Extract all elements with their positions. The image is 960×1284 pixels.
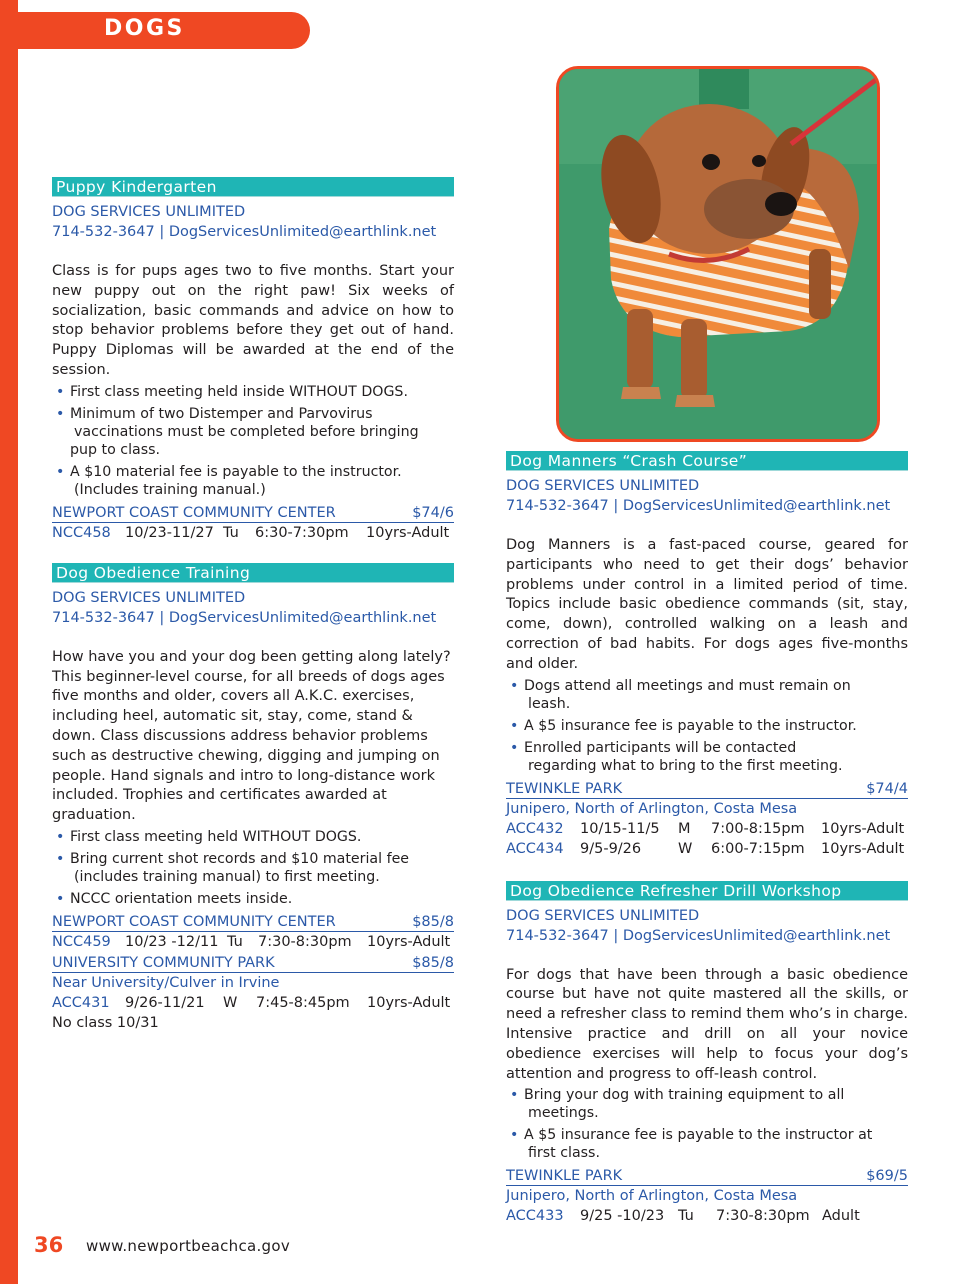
session-day: Tu [227, 933, 243, 950]
location-name: TEWINKLE PARK [506, 780, 623, 797]
session-time: 7:00-8:15pm [711, 820, 805, 837]
course-title: Dog Obedience Refresher Drill Workshop [506, 881, 908, 901]
session-code: ACC433 [506, 1208, 564, 1225]
session-row [52, 523, 454, 543]
location-row [52, 954, 454, 973]
bullet-item: • Dogs attend all meetings and must remain on leash. [510, 677, 851, 712]
provider-name: DOG SERVICES UNLIMITED [506, 478, 700, 494]
session-time: 7:45-8:45pm [256, 994, 350, 1011]
session-time: 7:30-8:30pm [716, 1208, 810, 1225]
location-row [506, 780, 908, 799]
session-row [506, 839, 908, 859]
location-price: $74/6 [412, 504, 454, 521]
bullet-item: • A $5 insurance fee is payable to the instructor. [510, 717, 857, 734]
location-name: UNIVERSITY COMMUNITY PARK [52, 954, 275, 971]
location-price: $69/5 [866, 1168, 908, 1185]
bullet-icon: • [510, 1087, 519, 1104]
session-ages: 10yrs-Adult [367, 994, 451, 1011]
course-note: No class 10/31 [52, 1014, 159, 1031]
location-address: Junipero, North of Arlington, Costa Mesa [506, 800, 798, 817]
session-dates: 10/23 -12/11 [125, 933, 219, 950]
provider-contact[interactable]: 714-532-3647 | DogServicesUnlimited@earthlink.net [506, 498, 891, 514]
bullet-item: • First class meeting held WITHOUT DOGS. [56, 828, 362, 845]
session-day: M [678, 820, 691, 837]
course-bullets [506, 1086, 908, 1162]
session-day: W [223, 994, 238, 1011]
side-accent-bar [0, 0, 18, 1284]
session-row [52, 993, 454, 1013]
course-refresher-drill-workshop [506, 881, 908, 1227]
session-code: NCC458 [52, 524, 111, 541]
bullet-item: • A $10 material fee is payable to the instructor. (Includes training manual.) [56, 463, 402, 498]
session-dates: 10/15-11/5 [580, 820, 660, 837]
session-row [506, 819, 908, 839]
provider-contact[interactable]: 714-532-3647 | DogServicesUnlimited@earthlink.net [52, 609, 437, 626]
session-time: 6:00-7:15pm [711, 840, 805, 857]
location-address: Near University/Culver in Irvine [52, 974, 280, 991]
bullet-item: • Bring current shot records and $10 material fee (includes training manual) to first meeting. [56, 850, 410, 885]
session-code: ACC432 [506, 820, 564, 837]
footer-url-link[interactable]: www.newportbeachca.gov [86, 1237, 291, 1255]
course-bullets [506, 677, 908, 775]
provider-name: DOG SERVICES UNLIMITED [52, 204, 246, 220]
location-price: $74/4 [866, 780, 908, 797]
bullet-icon: • [510, 677, 519, 694]
provider-name: DOG SERVICES UNLIMITED [52, 589, 246, 606]
bullet-icon: • [56, 405, 65, 422]
session-code: ACC434 [506, 840, 564, 857]
bullet-icon: • [56, 828, 65, 845]
bullet-item: • Bring your dog with training equipment to all meetings. [510, 1087, 845, 1122]
bullet-icon: • [56, 890, 65, 907]
session-time: 7:30-8:30pm [258, 933, 352, 950]
course-description: For dogs that have been through a basic obedience course but have not quite mastered all the skills, or need a refresher class to remind them who’s in charge. Intensive practice and drill on all your novice obedience exercises will help to focus your dog’s attention and progress to off-leash control. [506, 966, 908, 1082]
section-title: DOGS [104, 16, 185, 41]
bullet-item: • First class meeting held inside WITHOUT DOGS. [56, 383, 408, 400]
bullet-icon: • [56, 850, 65, 867]
left-column [52, 177, 454, 1033]
course-description: Class is for pups ages two to five months. Start your new puppy out on the right paw! Six weeks of socialization, basic commands and advice on how to stop behavior problems before they get out of hand. Puppy Diplomas will be awarded at the end of the session. [52, 263, 454, 378]
location-price: $85/8 [412, 913, 454, 930]
location-name: TEWINKLE PARK [506, 1168, 623, 1185]
session-dates: 9/26-11/21 [125, 994, 205, 1011]
bullet-item: • A $5 insurance fee is payable to the instructor at first class. [510, 1127, 873, 1162]
location-row [506, 1167, 908, 1186]
course-title: Dog Obedience Training [52, 563, 454, 583]
course-bullets [52, 383, 454, 499]
session-row [52, 932, 454, 952]
bullet-icon: • [510, 717, 519, 734]
location-row [52, 913, 454, 932]
dog-photo [556, 66, 880, 442]
session-day: Tu [678, 1208, 694, 1225]
session-ages: 10yrs-Adult [367, 933, 451, 950]
page-number: 36 [34, 1233, 64, 1257]
location-name: NEWPORT COAST COMMUNITY CENTER [52, 913, 336, 930]
session-day: Tu [223, 524, 239, 541]
bullet-item: • NCCC orientation meets inside. [56, 890, 293, 907]
bullet-item: • Minimum of two Distemper and Parvovirus vaccinations must be completed before bringing pup to class. [56, 405, 419, 458]
bullet-icon: • [510, 1127, 519, 1144]
course-puppy-kindergarten [52, 177, 454, 543]
location-price: $85/8 [412, 954, 454, 971]
session-time: 6:30-7:30pm [255, 524, 349, 541]
course-description: Dog Manners is a fast-paced course, geared for participants who need to get their dogs’ behavior problems under control in a limited period of time. Topics include basic obedience commands (sit, stay, come, down), controlled walking on a leash and correction of bad habits. For dogs ages five-months and older. [506, 537, 908, 672]
session-row [506, 1206, 908, 1226]
session-ages: Adult [822, 1208, 860, 1225]
session-ages: 10yrs-Adult [821, 820, 905, 837]
bullet-item: • Enrolled participants will be contacted regarding what to bring to the first meeting. [510, 739, 843, 774]
bullet-icon: • [56, 463, 65, 480]
course-title: Puppy Kindergarten [52, 177, 454, 197]
right-column [506, 451, 908, 1226]
course-bullets [52, 828, 454, 908]
location-row [52, 504, 454, 523]
location-name: NEWPORT COAST COMMUNITY CENTER [52, 504, 336, 521]
session-dates: 9/25 -10/23 [580, 1208, 665, 1225]
session-ages: 10yrs-Adult [821, 840, 905, 857]
session-dates: 9/5-9/26 [580, 840, 642, 857]
dog-photo-icon [559, 69, 877, 439]
provider-contact[interactable]: 714-532-3647 | DogServicesUnlimited@earthlink.net [506, 927, 891, 944]
session-ages: 10yrs-Adult [366, 524, 450, 541]
course-title: Dog Manners “Crash Course” [506, 451, 908, 471]
course-dog-manners [506, 451, 908, 859]
session-code: ACC431 [52, 994, 110, 1011]
bullet-icon: • [510, 739, 519, 756]
session-code: NCC459 [52, 933, 111, 950]
bullet-icon: • [56, 383, 65, 400]
session-dates: 10/23-11/27 [125, 524, 214, 541]
course-description: How have you and your dog been getting along lately? This beginner-level course, for all breeds of dogs ages five months and older, covers all A.K.C. exercises, including heel, automatic sit, stay, come, stand & down. Class discussions address behavior problems such as destructive chewing, digging and jumping on people. Hand signals and intro to long-distance work included. Trophies and certificates awarded at graduation. [52, 648, 451, 824]
location-address: Junipero, North of Arlington, Costa Mesa [506, 1188, 798, 1205]
provider-contact[interactable]: 714-532-3647 | DogServicesUnlimited@earthlink.net [52, 224, 437, 240]
session-day: W [678, 840, 693, 857]
provider-name: DOG SERVICES UNLIMITED [506, 907, 700, 924]
course-dog-obedience-training [52, 563, 454, 1033]
